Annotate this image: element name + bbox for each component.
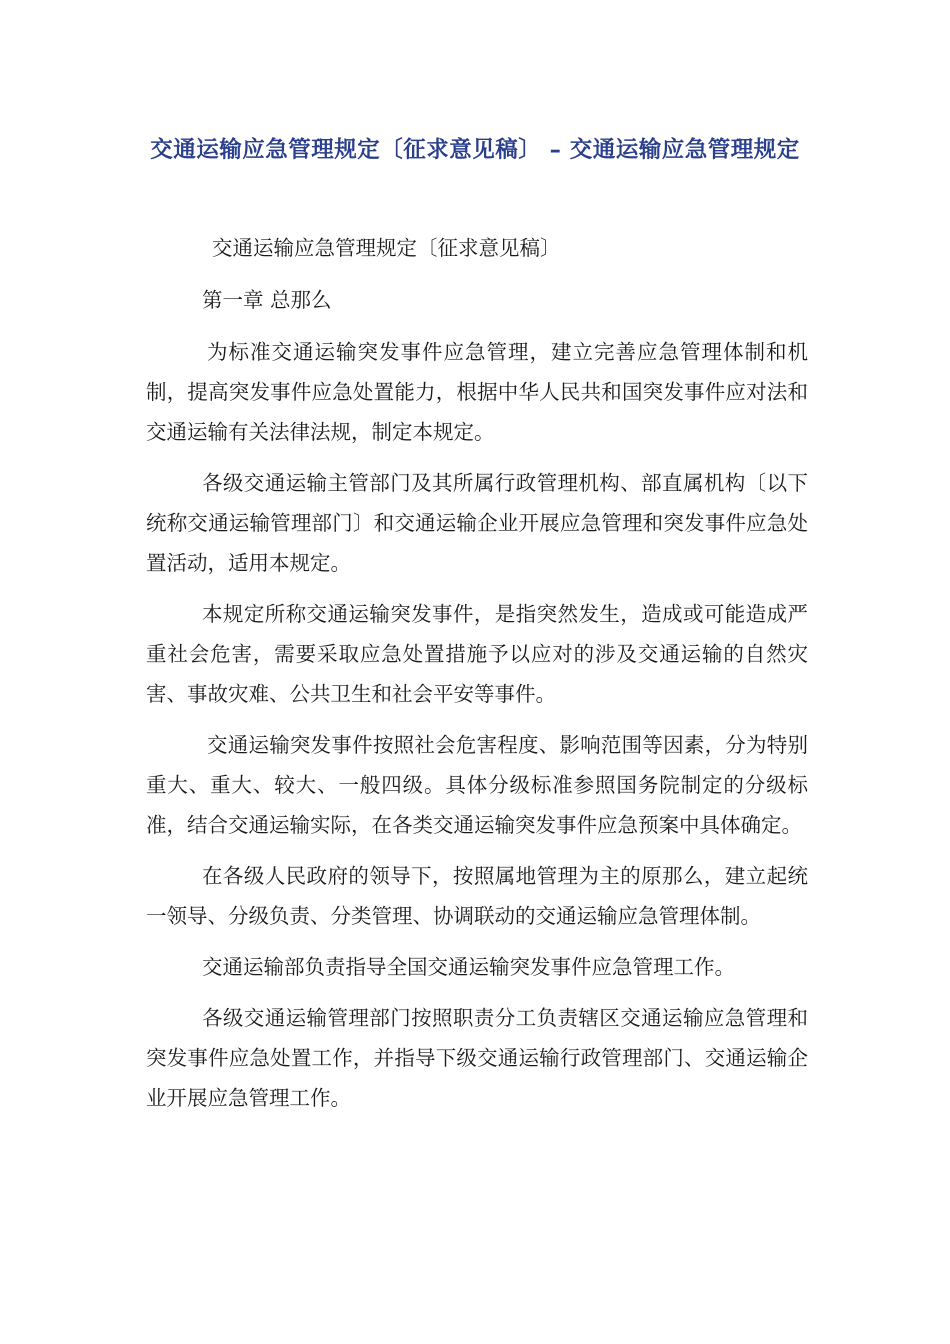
chapter-heading: 第一章 总那么: [202, 288, 332, 312]
paragraph: 各级交通运输主管部门及其所属行政管理机构、部直属机构〔以下统称交通运输管理部门〕和交通运输企业开展应急管理和突发事件应急处置活动，适用本规定。: [146, 471, 808, 575]
paragraph: 在各级人民政府的领导下，按照属地管理为主的原那么，建立起统一领导、分级负责、分类管理、协调联动的交通运输应急管理体制。: [146, 864, 808, 928]
document-subtitle: 交通运输应急管理规定〔征求意见稿〕: [212, 236, 561, 260]
paragraph: 为标准交通运输突发事件应急管理，建立完善应急管理体制和机制，提高突发事件应急处置能力，根据中华人民共和国突发事件应对法和交通运输有关法律法规，制定本规定。: [146, 340, 808, 444]
paragraph: 本规定所称交通运输突发事件，是指突然发生，造成或可能造成严重社会危害，需要采取应急处置措施予以应对的涉及交通运输的自然灾害、事故灾难、公共卫生和社会平安等事件。: [146, 602, 808, 706]
paragraph: 交通运输突发事件按照社会危害程度、影响范围等因素，分为特别重大、重大、较大、一般四级。具体分级标准参照国务院制定的分级标准，结合交通运输实际，在各类交通运输突发事件应急预案中具体确定。: [146, 733, 808, 837]
document-body: [146, 228, 808, 1129]
document-title: 交通运输应急管理规定〔征求意见稿〕 – 交通运输应急管理规定: [150, 137, 800, 163]
paragraph: 各级交通运输管理部门按照职责分工负责辖区交通运输应急管理和突发事件应急处置工作，并指导下级交通运输行政管理部门、交通运输企业开展应急管理工作。: [146, 1006, 808, 1110]
paragraph: 交通运输部负责指导全国交通运输突发事件应急管理工作。: [202, 955, 735, 979]
